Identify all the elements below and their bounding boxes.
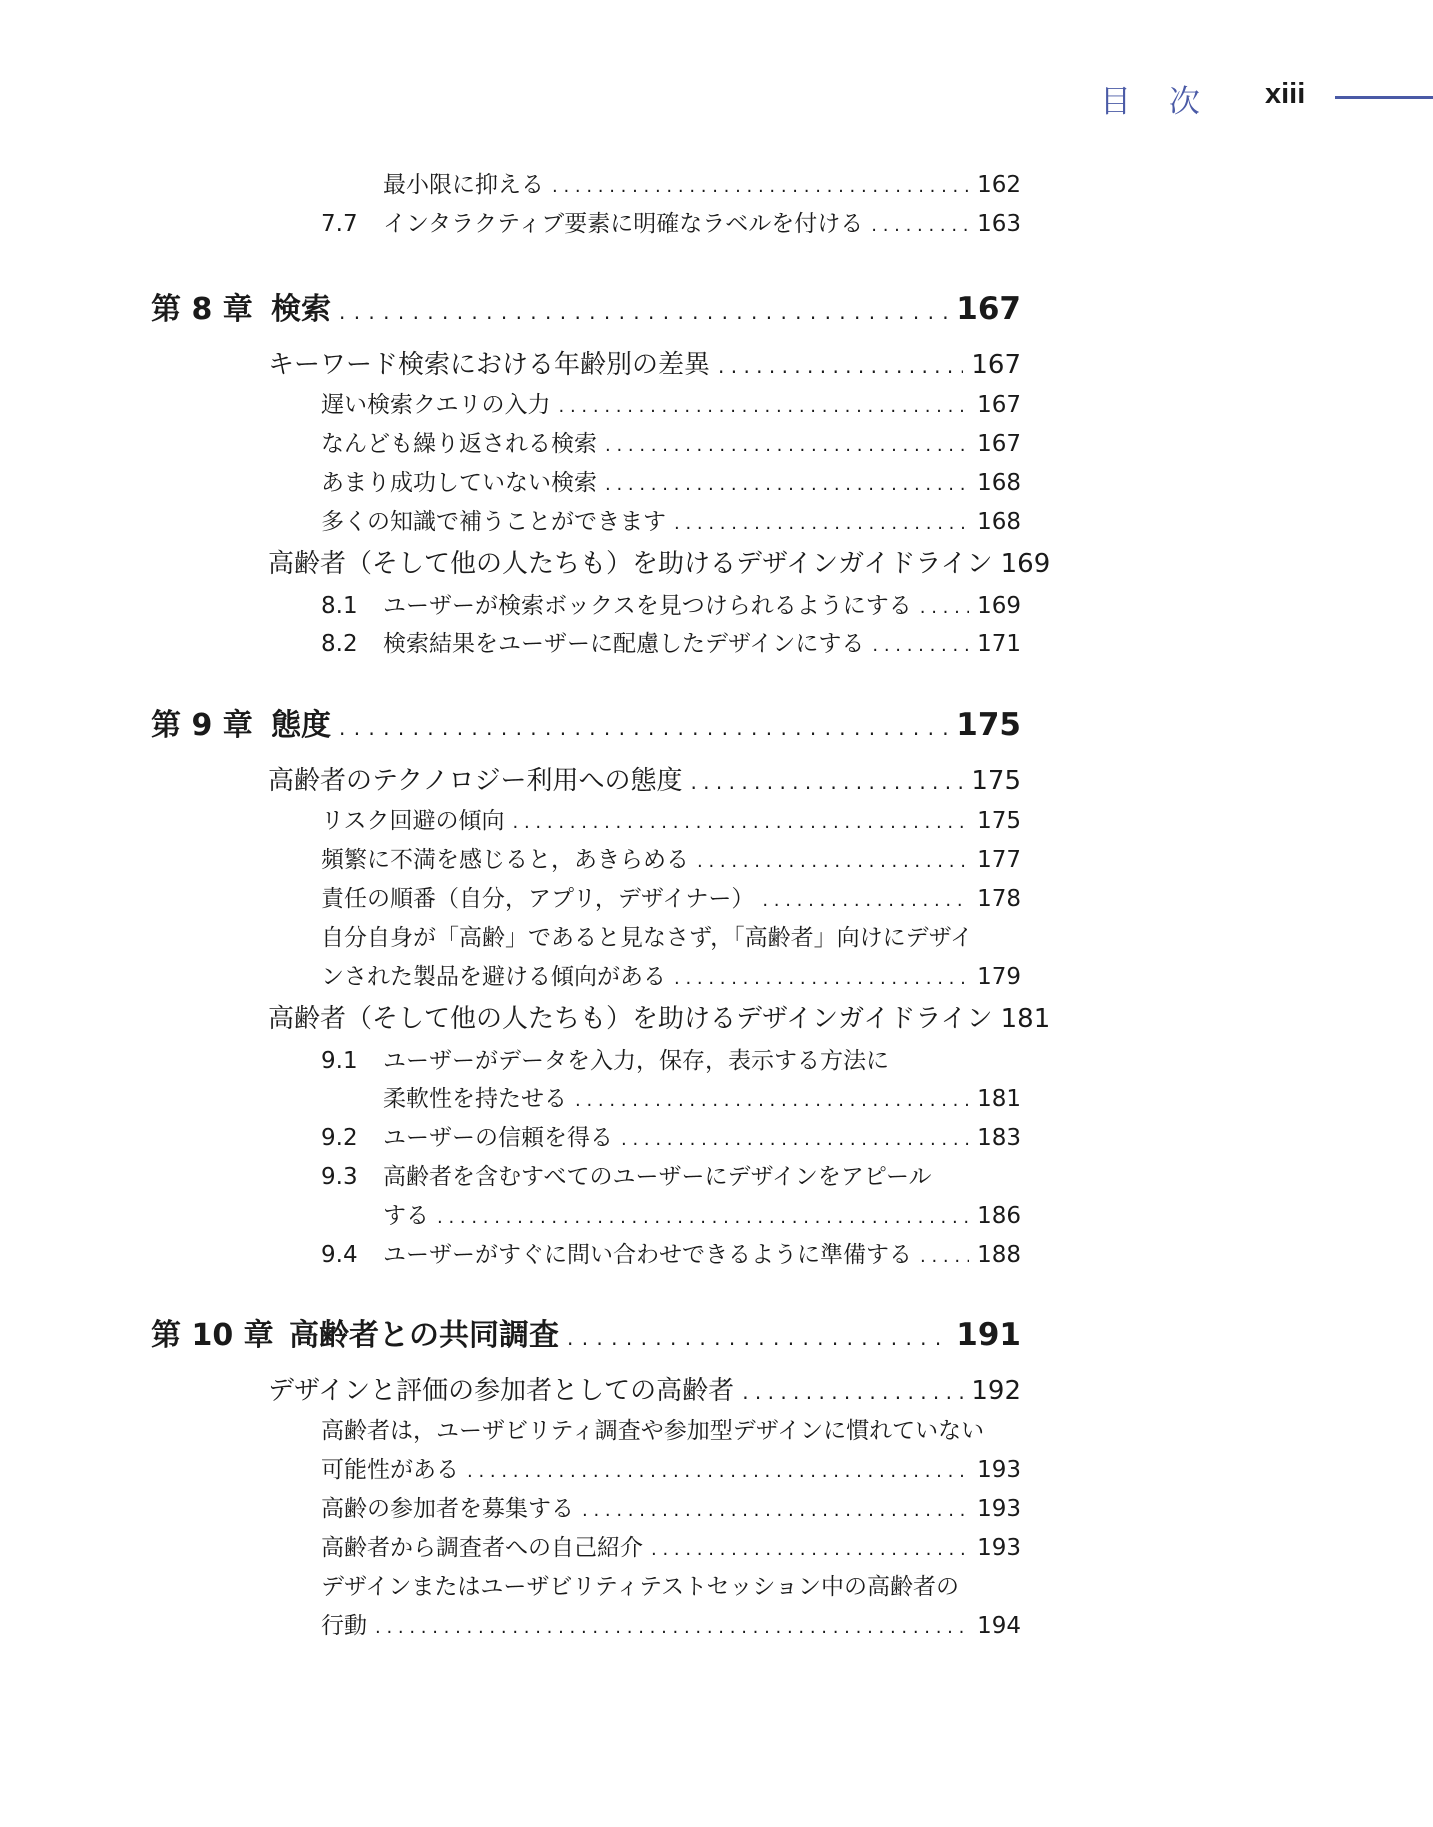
- toc-entry-label: 責任の順番（自分，アプリ，デザイナー）: [321, 886, 755, 912]
- toc-entry-page: 193: [977, 1457, 1021, 1483]
- toc-entry: [268, 760, 1021, 797]
- toc-entry: [321, 1119, 1021, 1152]
- toc-entry: [268, 1370, 1021, 1407]
- toc-entry-number: 7.7: [321, 211, 358, 237]
- toc-entry: [268, 543, 1051, 580]
- toc-entry: [321, 503, 1021, 536]
- toc-entry: [321, 1236, 1021, 1269]
- toc-entry-page: 168: [977, 509, 1021, 535]
- toc-entry-label: ンされた製品を避ける傾向がある: [321, 964, 666, 990]
- dot-leader: [575, 1086, 969, 1112]
- chapter-title: 高齢者との共同調査: [289, 1318, 559, 1353]
- chapter-title: 検索: [271, 292, 331, 327]
- dot-leader: [651, 1535, 969, 1561]
- dot-leader: [339, 708, 948, 743]
- toc-entry-label: 遅い検索クエリの入力: [321, 392, 551, 418]
- toc-entry-page: 167: [977, 392, 1021, 418]
- toc-entry: [321, 464, 1021, 497]
- toc-entry-page: 192: [971, 1376, 1021, 1406]
- toc-entry-page: 183: [977, 1125, 1021, 1151]
- toc-entry-page: 181: [977, 1086, 1021, 1112]
- dot-leader: [920, 1242, 969, 1268]
- toc-entry: [383, 1080, 1021, 1113]
- toc-entry: [321, 386, 1021, 419]
- toc-entry-label-line1: 高齢者は，ユーザビリティ調査や参加型デザインに慣れていない: [321, 1418, 985, 1444]
- toc-entry-page: 175: [977, 808, 1021, 834]
- toc-entry: [321, 205, 1021, 238]
- dot-leader: [339, 292, 948, 327]
- toc-entry: [321, 1490, 1021, 1523]
- toc-entry: [321, 880, 1021, 913]
- toc-entry-label: ユーザーがすぐに問い合わせできるように準備する: [383, 1242, 912, 1268]
- toc-entry-label-line1: 自分自身が「高齢」であると見なさず，「高齢者」向けにデザイ: [321, 925, 974, 951]
- toc-entry: [268, 998, 1051, 1035]
- toc-entry-page: 169: [1000, 549, 1051, 579]
- toc-entry-label: 高齢者（そして他の人たちも）を助けるデザインガイドライン: [268, 1004, 993, 1034]
- toc-entry-label: 多くの知識で補うことができます: [321, 509, 666, 535]
- toc-entry: [321, 587, 1021, 620]
- toc-entry-label: 高齢の参加者を募集する: [321, 1496, 574, 1522]
- dot-leader: [605, 431, 969, 457]
- toc-entry-page: 186: [977, 1203, 1021, 1229]
- toc-entry-label: 高齢者（そして他の人たちも）を助けるデザインガイドライン: [268, 549, 993, 579]
- toc-entry-label: 頻繁に不満を感じると，あきらめる: [321, 847, 689, 873]
- toc-entry-label-line1: デザインまたはユーザビリティテストセッション中の高齢者の: [321, 1574, 960, 1600]
- toc-entry: [321, 1451, 1021, 1484]
- chapter-number: 第 10 章: [151, 1318, 274, 1353]
- dot-leader: [718, 350, 963, 380]
- toc-entry-page: 194: [977, 1613, 1021, 1639]
- toc-entry-page: 188: [977, 1242, 1021, 1268]
- dot-leader: [871, 211, 969, 237]
- toc-entry-label: 可能性がある: [321, 1457, 459, 1483]
- dot-leader: [920, 593, 969, 619]
- toc-entry-number: 8.1: [321, 593, 358, 619]
- toc-entry-page: 168: [977, 470, 1021, 496]
- dot-leader: [605, 470, 969, 496]
- toc-entry: [321, 625, 1021, 658]
- chapter-page: 175: [956, 707, 1021, 743]
- toc-entry-label: なんども繰り返される検索: [321, 431, 597, 457]
- dot-leader: [582, 1496, 969, 1522]
- toc-entry-label: ユーザーの信頼を得る: [383, 1125, 613, 1151]
- toc-entry-page: 169: [977, 593, 1021, 619]
- chapter-number: 第 8 章: [151, 292, 253, 327]
- toc-entry: [321, 425, 1021, 458]
- chapter-heading: [151, 284, 1021, 328]
- toc-entry: [321, 841, 1021, 874]
- toc-entry: [321, 1529, 1021, 1562]
- toc-entry: [321, 958, 1021, 991]
- toc-entry-page: 178: [977, 886, 1021, 912]
- dot-leader: [674, 964, 969, 990]
- toc-entry-page: 193: [977, 1535, 1021, 1561]
- toc-entry-page: 162: [977, 172, 1021, 198]
- toc-entry-label: 検索結果をユーザーに配慮したデザインにする: [383, 631, 865, 657]
- dot-leader: [437, 1203, 969, 1229]
- toc-entry-label: インタラクティブ要素に明確なラベルを付ける: [383, 211, 864, 237]
- page-number: xiii: [1265, 78, 1306, 110]
- toc-entry-page: 179: [977, 964, 1021, 990]
- toc-entry: [383, 166, 1021, 199]
- toc-entry-page: 177: [977, 847, 1021, 873]
- chapter-number: 第 9 章: [151, 708, 253, 743]
- toc-entry-page: 171: [977, 631, 1021, 657]
- dot-leader: [674, 509, 969, 535]
- running-header-title: 目 次: [1100, 84, 1214, 120]
- toc-entry-number: 9.4: [321, 1242, 358, 1268]
- toc-entry-label: 柔軟性を持たせる: [383, 1086, 567, 1112]
- toc-entry-label: する: [383, 1203, 429, 1229]
- toc-entry-number: 9.2: [321, 1125, 358, 1151]
- chapter-heading: [151, 700, 1021, 744]
- toc-entry-label: 高齢者のテクノロジー利用への態度: [268, 766, 683, 796]
- toc-entry-label: 行動: [321, 1613, 367, 1639]
- dot-leader: [559, 392, 970, 418]
- toc-entry: [268, 344, 1021, 381]
- dot-leader: [872, 631, 969, 657]
- dot-leader: [513, 808, 970, 834]
- toc-entry: [321, 1042, 1021, 1075]
- toc-entry: [383, 1197, 1021, 1230]
- toc-entry-label: キーワード検索における年齢別の差異: [268, 350, 711, 380]
- toc-entry: [321, 802, 1021, 835]
- toc-entry-label: あまり成功していない検索: [321, 470, 597, 496]
- chapter-page: 167: [956, 291, 1021, 327]
- dot-leader: [467, 1457, 969, 1483]
- dot-leader: [375, 1613, 969, 1639]
- toc-entry-page: 167: [971, 350, 1021, 380]
- header-rule: [1335, 96, 1433, 99]
- toc-entry-page: 163: [977, 211, 1021, 237]
- dot-leader: [697, 847, 969, 873]
- toc-entry-label-line1: 高齢者を含むすべてのユーザーにデザインをアピール: [383, 1164, 932, 1190]
- dot-leader: [621, 1125, 969, 1151]
- toc-entry-label-line1: ユーザーがデータを入力，保存，表示する方法に: [383, 1048, 889, 1074]
- toc-entry-label: 最小限に抑える: [383, 172, 544, 198]
- toc-entry-page: 175: [971, 766, 1021, 796]
- toc-entry-number: 9.1: [321, 1048, 358, 1074]
- dot-leader: [762, 886, 969, 912]
- toc-entry: [321, 1607, 1021, 1640]
- toc-entry-page: 193: [977, 1496, 1021, 1522]
- toc-entry-page: 167: [977, 431, 1021, 457]
- dot-leader: [567, 1318, 948, 1353]
- toc-entry-page: 181: [1000, 1004, 1051, 1034]
- toc-entry-label: 高齢者から調査者への自己紹介: [321, 1535, 643, 1561]
- dot-leader: [552, 172, 969, 198]
- toc-entry-label: ユーザーが検索ボックスを見つけられるようにする: [383, 593, 912, 619]
- chapter-page: 191: [956, 1317, 1021, 1353]
- chapter-title: 態度: [271, 708, 331, 743]
- chapter-heading: [151, 1310, 1021, 1354]
- dot-leader: [690, 766, 963, 796]
- toc-entry-label: デザインと評価の参加者としての高齢者: [268, 1376, 735, 1406]
- toc-entry: [321, 1158, 1021, 1191]
- toc-entry-number: 8.2: [321, 631, 358, 657]
- dot-leader: [742, 1376, 963, 1406]
- toc-entry-number: 9.3: [321, 1164, 358, 1190]
- toc-entry-label: リスク回避の傾向: [321, 808, 505, 834]
